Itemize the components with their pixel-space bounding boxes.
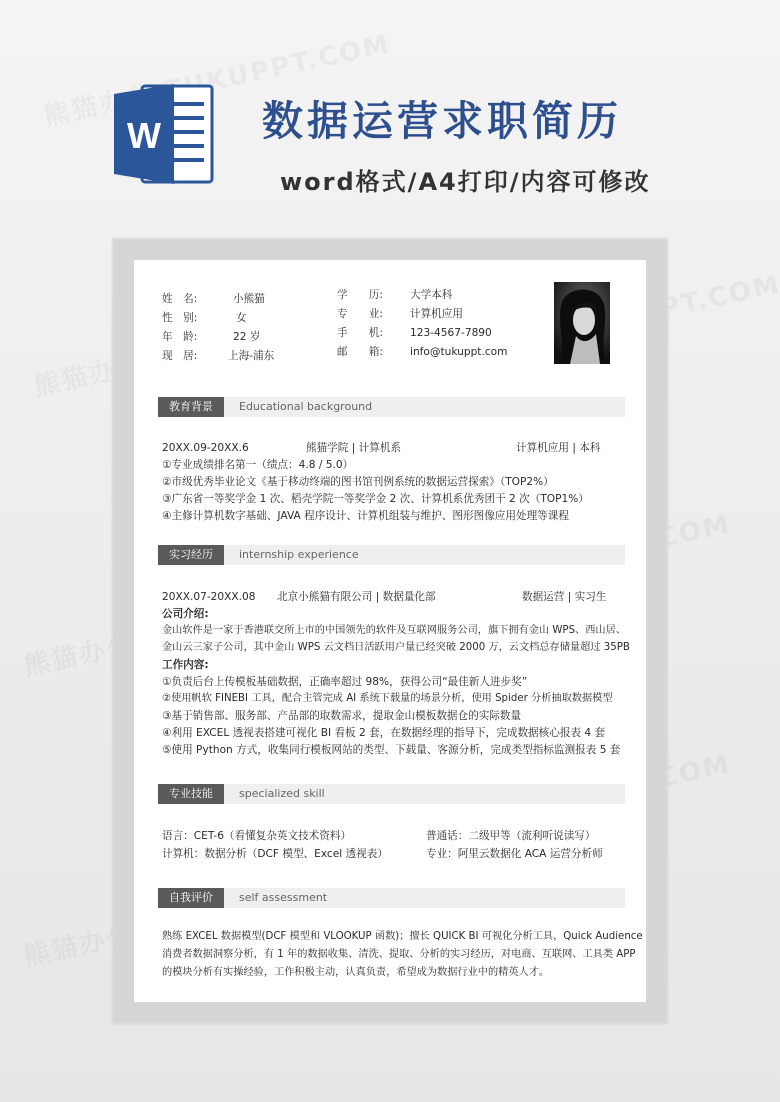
list-item: ④主修计算机数字基础、JAVA 程序设计、计算机组装与维护、图形图像应用处理等课程	[162, 510, 569, 522]
info-value: 计算机应用	[410, 308, 463, 320]
section-bar	[158, 397, 625, 417]
list-item: ①负责后台上传模板基础数据，正确率超过 98%，获得公司“最佳新人进步奖”	[162, 676, 528, 688]
intro-heading: 公司介绍:	[162, 608, 209, 620]
svg-text:W: W	[127, 115, 161, 156]
intro-line: 金山云三家子公司，其中金山 WPS 云文档日活跃用户量已经突破 2000 万，云文档总存储量超过 35PB	[162, 642, 630, 653]
skill-item: 专业：阿里云数据化 ACA 运营分析师	[426, 848, 603, 860]
section-title-en: specialized skill	[239, 787, 325, 800]
info-value: 小熊猫	[233, 293, 265, 305]
intern-date: 20XX.07-20XX.08	[162, 591, 256, 603]
page-title: 数据运营求职简历	[262, 97, 622, 145]
info-value: 女	[236, 312, 247, 324]
list-item: ①专业成绩排名第一（绩点：4.8 / 5.0）	[162, 459, 354, 471]
info-label: 性 别:	[162, 312, 198, 324]
skill-item: 语言：CET-6（看懂复杂英文技术资料）	[162, 830, 352, 842]
avatar	[554, 282, 610, 364]
section-bar	[158, 545, 625, 565]
section-bar	[158, 784, 625, 804]
info-value: 123-4567-7890	[410, 327, 492, 339]
section-title-en: Educational background	[239, 400, 373, 413]
skill-item: 普通话：二级甲等（流利听说读写）	[426, 830, 596, 842]
info-label: 姓 名:	[162, 293, 198, 305]
section-tag: 专业技能	[158, 784, 224, 804]
work-heading: 工作内容:	[162, 659, 209, 671]
self-line: 的模块分析有实操经验，工作积极主动，认真负责，希望成为数据行业中的精英人才。	[162, 967, 550, 978]
edu-school: 熊猫学院 | 计算机系	[306, 442, 402, 454]
info-label: 学 历:	[337, 289, 383, 301]
section-title-en: internship experience	[239, 548, 359, 561]
page-subtitle: word格式/A4打印/内容可修改	[280, 168, 651, 196]
info-label: 邮 箱:	[337, 346, 383, 358]
info-label: 年 龄:	[162, 331, 198, 343]
info-label: 专 业:	[337, 308, 383, 320]
intern-role: 数据运营 | 实习生	[522, 591, 607, 603]
skill-item: 计算机：数据分析（DCF 模型、Excel 透视表）	[162, 848, 388, 860]
info-value: 22 岁	[233, 331, 261, 343]
section-bar	[158, 888, 625, 908]
intro-line: 金山软件是一家于香港联交所上市的中国领先的软件及互联网服务公司，旗下拥有金山 WPS、西山居、	[162, 625, 626, 636]
intern-company: 北京小熊猫有限公司 | 数据量化部	[277, 591, 436, 603]
section-tag: 教育背景	[158, 397, 224, 417]
edu-date: 20XX.09-20XX.6	[162, 442, 249, 454]
self-line: 消费者数据洞察分析，有 1 年的数据收集、清洗、提取、分析的实习经历，对电商、互联网、工具类 APP	[162, 949, 636, 960]
info-label: 现 居:	[162, 350, 198, 362]
edu-major: 计算机应用 | 本科	[516, 442, 601, 454]
info-value: 大学本科	[410, 289, 453, 301]
info-label: 手 机:	[337, 327, 383, 339]
section-tag: 自我评价	[158, 888, 224, 908]
list-item: ②市级优秀毕业论文《基于移动终端的图书馆刊例系统的数据运营探索》（TOP2%）	[162, 476, 554, 488]
list-item: ③广东省一等奖学金 1 次、稻壳学院一等奖学金 2 次、计算机系优秀团干 2 次（TOP1%）	[162, 493, 589, 505]
info-value: info@tukuppt.com	[410, 346, 508, 358]
list-item: ⑤使用 Python 方式，收集同行模板网站的类型、下载量、客源分析，完成类型指标监测报表 5 套	[162, 744, 621, 756]
info-value: 上海-浦东	[228, 350, 275, 362]
list-item: ②使用帆软 FINEBI 工具，配合主管完成 AI 系统下载量的场景分析，使用 Spider 分析抽取数据模型	[162, 693, 613, 704]
list-item: ③基于销售部、服务部、产品部的取数需求，提取金山模板数据仓的实际数量	[162, 710, 522, 722]
section-tag: 实习经历	[158, 545, 224, 565]
list-item: ④利用 EXCEL 透视表搭建可视化 BI 看板 2 套，在数据经理的指导下，完成数据核心报表 4 套	[162, 727, 606, 739]
section-title-en: self assessment	[239, 891, 328, 904]
self-line: 熟练 EXCEL 数据模型(DCF 模型和 VLOOKUP 函数)；擅长 QUICK BI 可视化分析工具，Quick Audience	[162, 931, 643, 942]
word-icon	[112, 80, 216, 188]
